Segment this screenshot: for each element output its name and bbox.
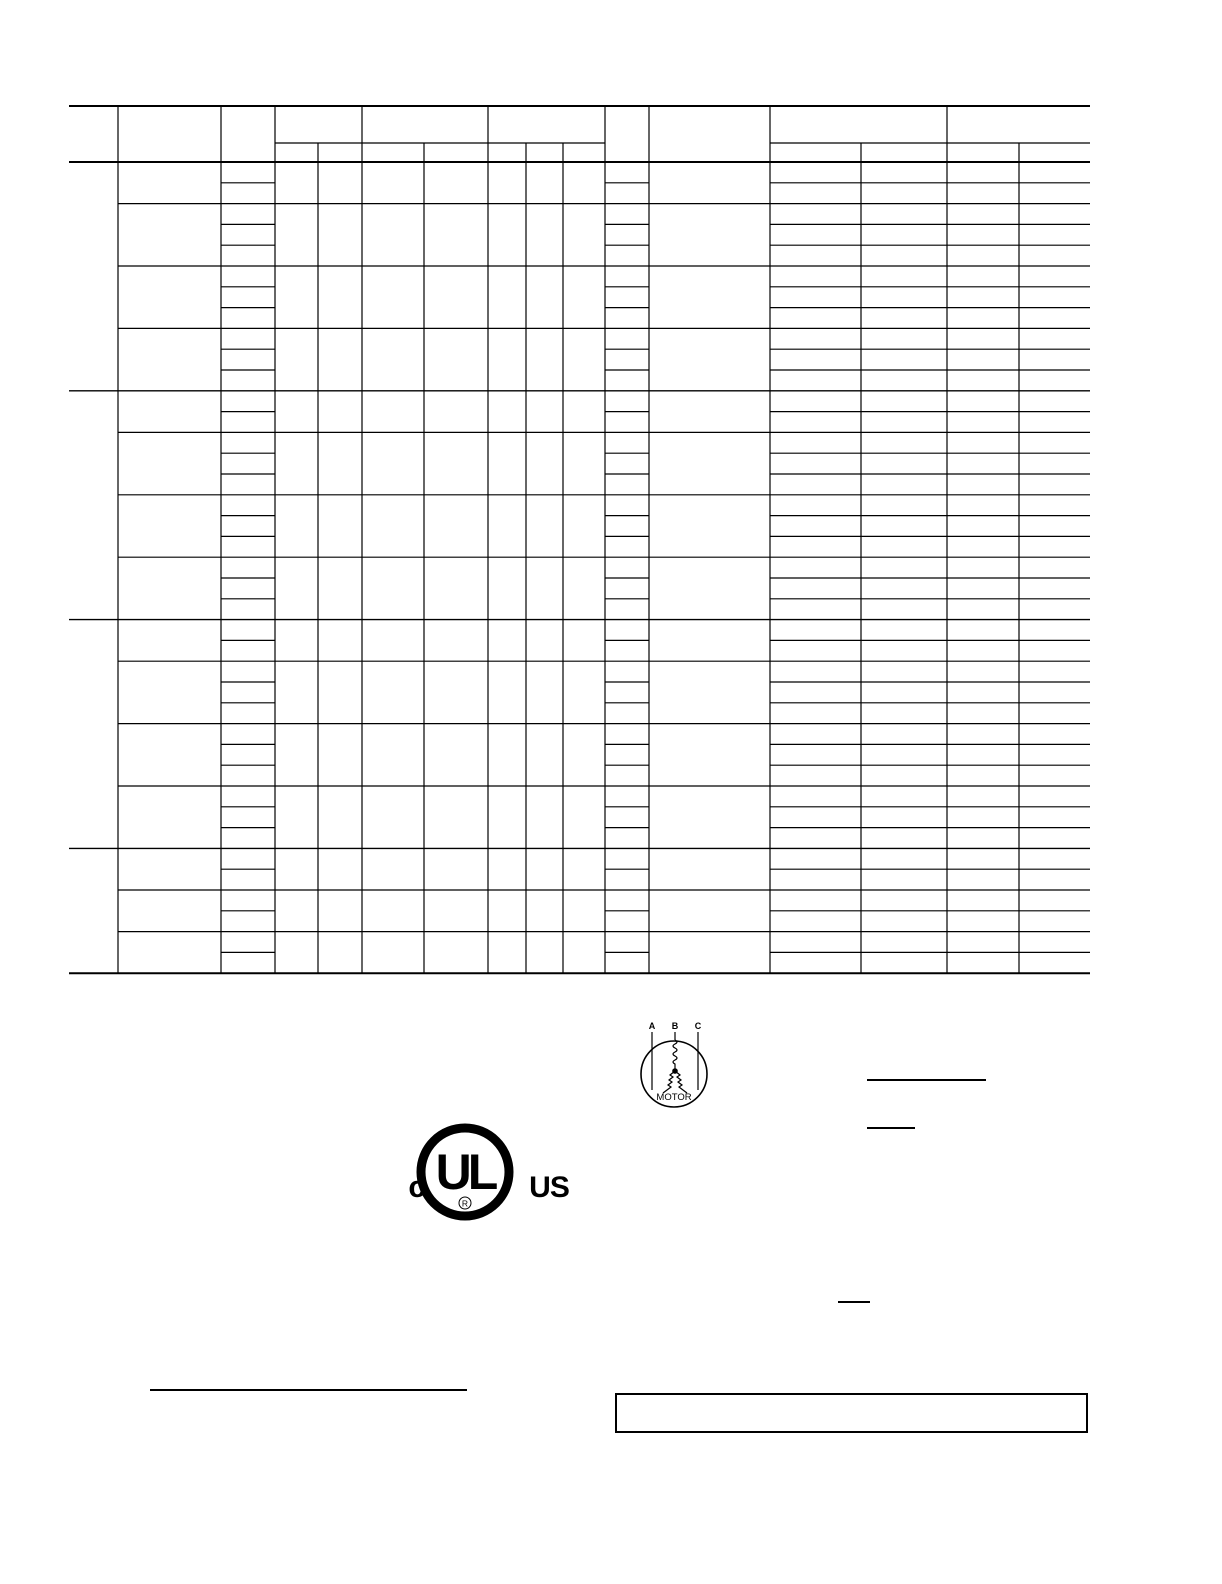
terminal-label-a: A <box>648 1021 656 1031</box>
underline-rule-3 <box>838 1301 870 1303</box>
ul-listing-mark <box>403 1122 573 1226</box>
ul-logo-text: UL <box>435 1144 495 1200</box>
terminal-label-c: C <box>694 1021 702 1031</box>
winding-coil-icon <box>673 1040 677 1070</box>
underline-rule-2 <box>867 1127 915 1129</box>
note-box <box>615 1393 1088 1433</box>
ul-left-letter: c <box>408 1169 426 1204</box>
ul-right-letters: US <box>529 1171 569 1204</box>
signature-rule <box>150 1389 467 1391</box>
underline-rule-1 <box>867 1079 986 1081</box>
registered-mark: R <box>461 1198 469 1209</box>
motor-wiring-diagram <box>632 1014 718 1114</box>
motor-label: MOTOR <box>656 1092 692 1103</box>
terminal-label-b: B <box>671 1021 679 1031</box>
